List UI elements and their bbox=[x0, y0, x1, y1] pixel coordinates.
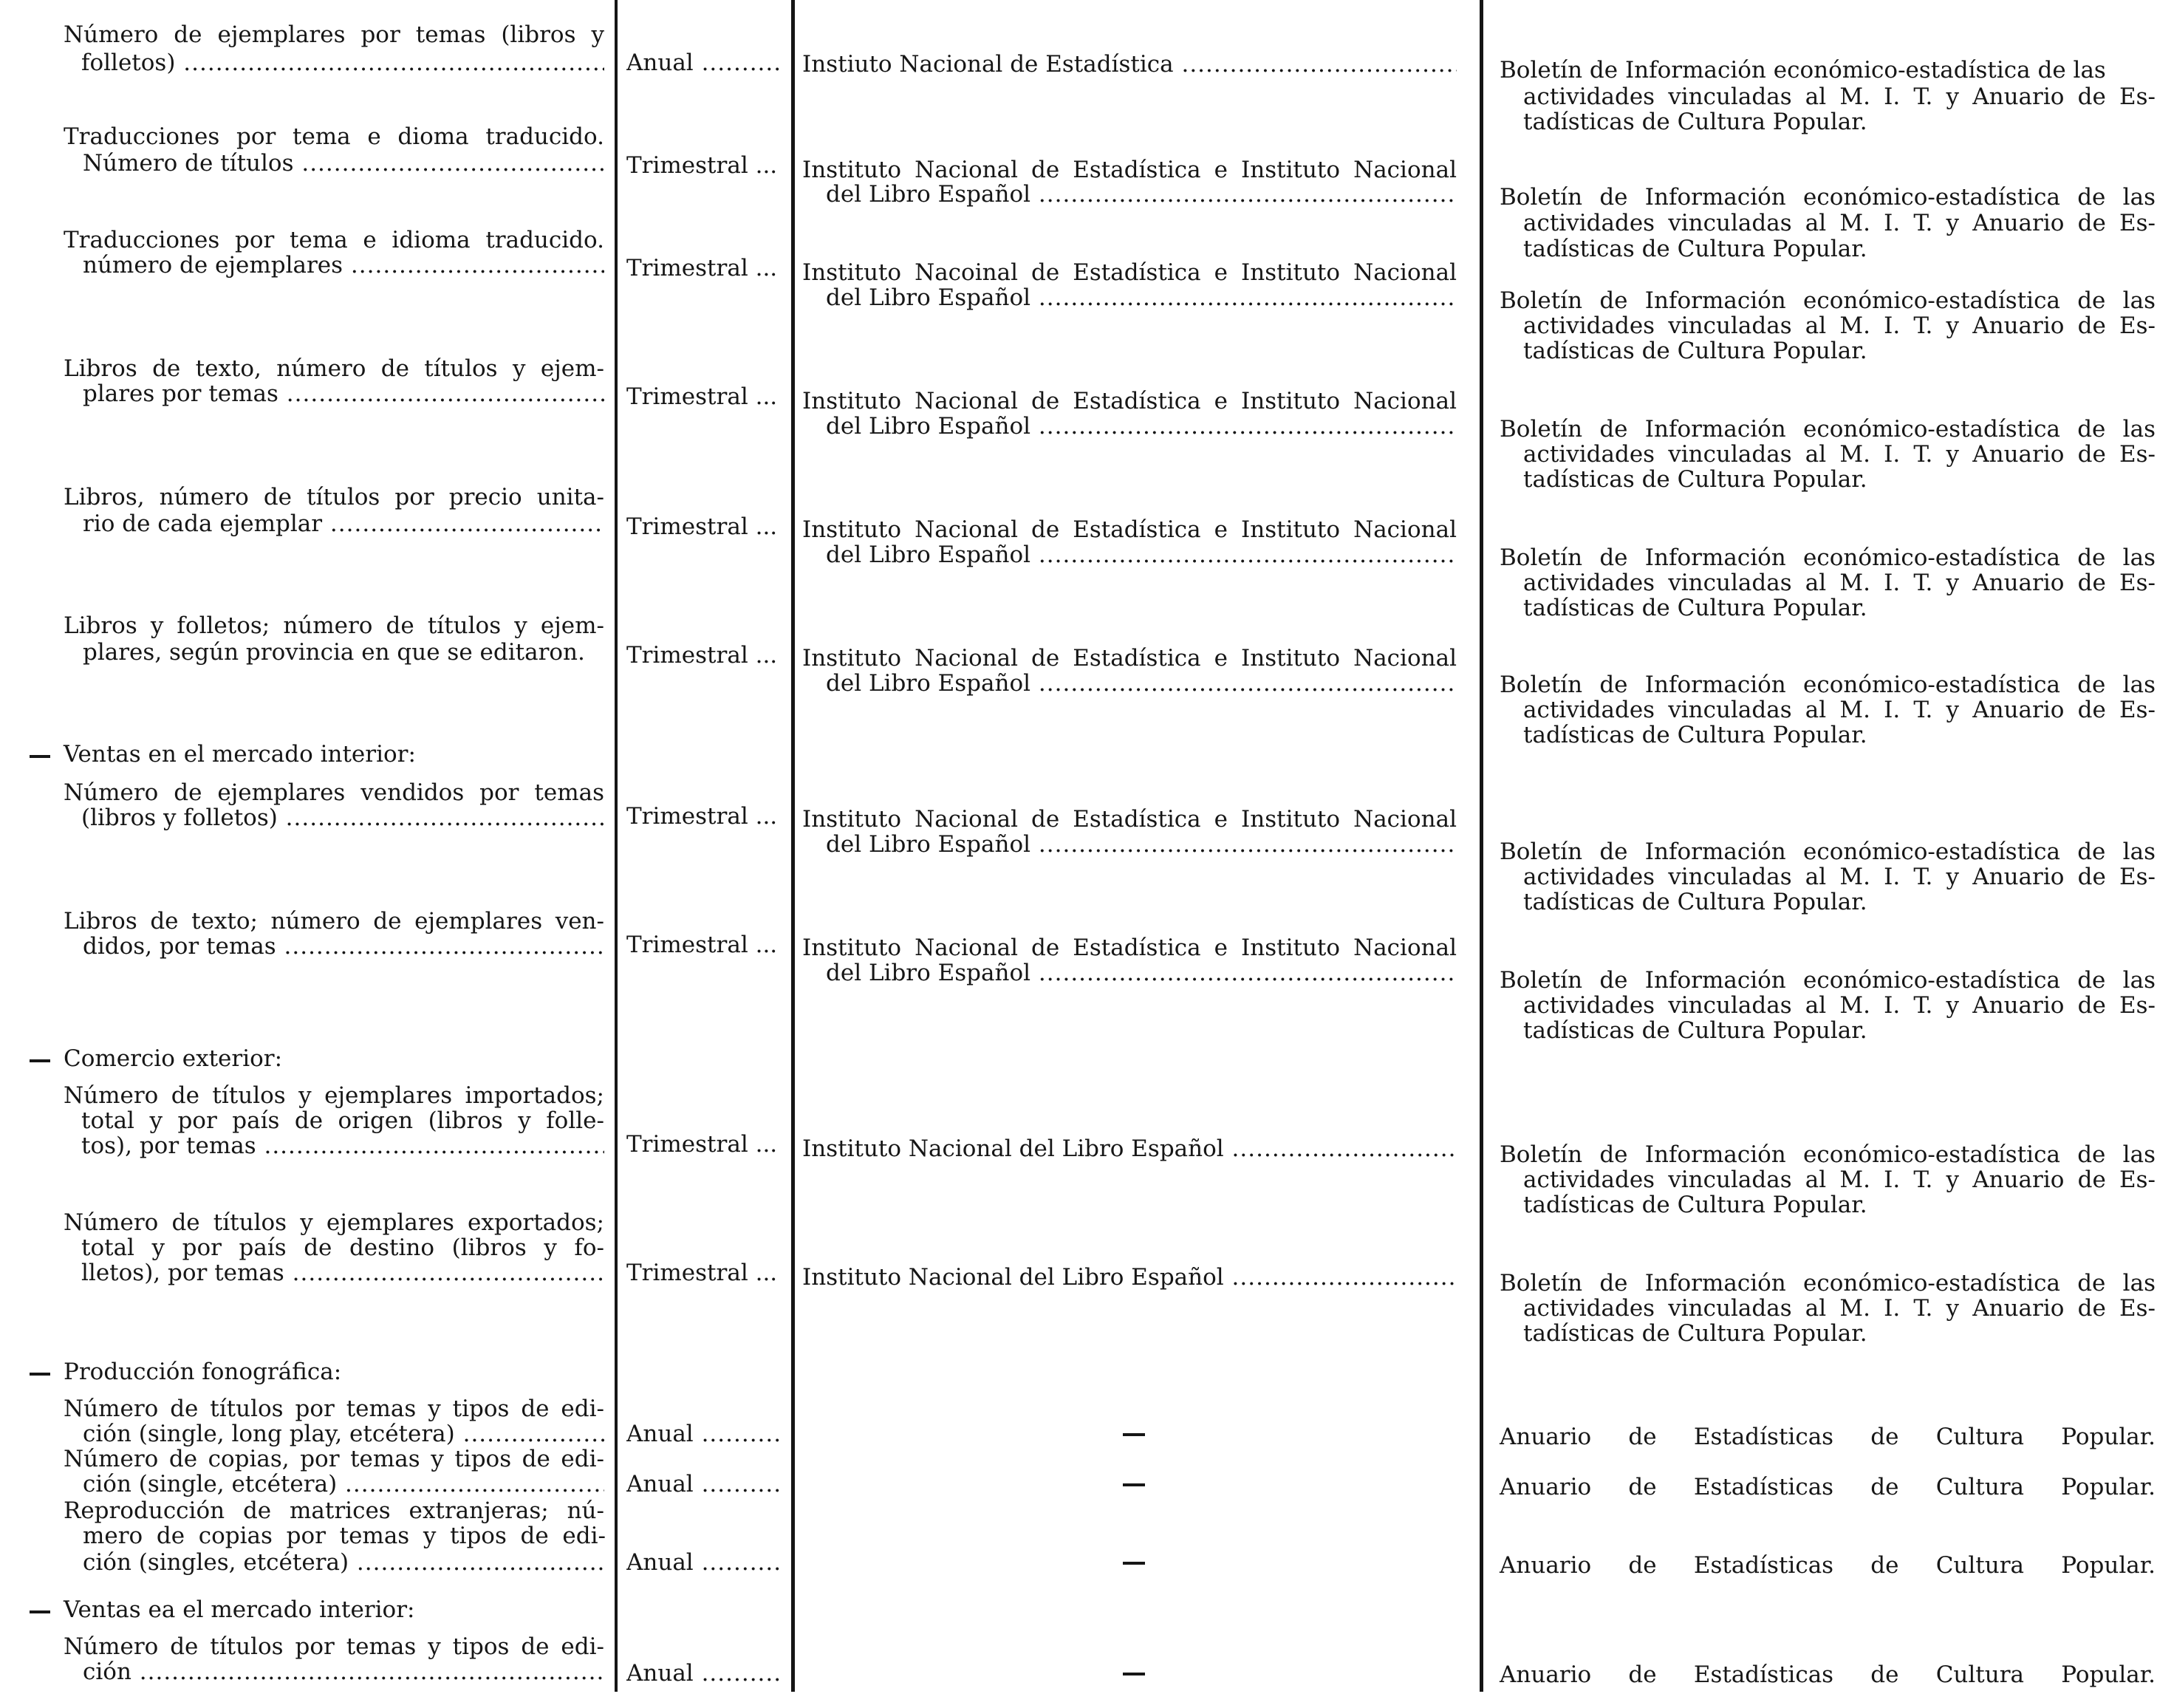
row-publication: Boletín de Información económico-estadística de las bbox=[1500, 58, 2106, 83]
row-publication: actividades vinculadas al M. I. T. y Anuario de Es- bbox=[1523, 570, 2156, 596]
row-period: Anual ..... bbox=[626, 1661, 782, 1686]
row-publication: tadísticas de Cultura Popular. bbox=[1523, 109, 1867, 135]
row-description: total y por país de origen (libros y folle- bbox=[81, 1107, 604, 1134]
row-description: Número de títulos y ejemplares exportados; bbox=[64, 1209, 604, 1236]
section-dash bbox=[30, 755, 50, 758]
row-description: plares, según provincia en que se editaron. bbox=[83, 639, 585, 666]
row-organism: Instituto Nacional de Estadística e Instituto Nacional bbox=[802, 388, 1457, 414]
row-description: rio de cada ejemplar ..... bbox=[83, 511, 604, 536]
row-organism: del Libro Español ..... bbox=[826, 182, 1457, 207]
row-period: Trimestral ... bbox=[626, 1260, 778, 1286]
row-description: Traducciones por tema e idioma traducido. bbox=[64, 227, 604, 253]
section-dash bbox=[30, 1059, 50, 1062]
row-organism: Instituto Nacoinal de Estadística e Instituto Nacional bbox=[802, 259, 1457, 286]
section-heading: Ventas en el mercado interior: bbox=[64, 741, 416, 768]
row-publication: Boletín de Información económico-estadística de las bbox=[1500, 1141, 2156, 1168]
row-description: ción ..... bbox=[83, 1659, 604, 1684]
section-dash bbox=[30, 1610, 50, 1613]
row-publication: actividades vinculadas al M. I. T. y Anuario de Es- bbox=[1523, 1166, 2156, 1193]
row-organism: del Libro Español ..... bbox=[826, 285, 1457, 310]
section-heading: Producción fonográfica: bbox=[64, 1359, 342, 1385]
row-publication: Anuario de Estadísticas de Cultura Popular. bbox=[1500, 1424, 2156, 1450]
row-period: Trimestral ... bbox=[626, 642, 778, 669]
no-organism-dash bbox=[1123, 1433, 1145, 1436]
row-publication: tadísticas de Cultura Popular. bbox=[1523, 889, 1867, 915]
row-description: Libros de texto, número de títulos y ejem- bbox=[64, 355, 604, 382]
row-description: Número de títulos y ejemplares importados; bbox=[64, 1082, 604, 1109]
row-description: ción (single, etcétera) ..... bbox=[83, 1472, 604, 1497]
row-organism: del Libro Español ..... bbox=[826, 414, 1457, 439]
row-organism: Instituto Nacional de Estadística e Instituto Nacional bbox=[802, 157, 1457, 183]
row-publication: tadísticas de Cultura Popular. bbox=[1523, 1017, 1867, 1044]
section-heading: Comercio exterior: bbox=[64, 1045, 283, 1072]
section-dash bbox=[30, 1373, 50, 1376]
row-publication: tadísticas de Cultura Popular. bbox=[1523, 236, 1867, 262]
row-period: Trimestral ... bbox=[626, 152, 778, 179]
row-organism: Instituto Nacional del Libro Español ..... bbox=[802, 1136, 1457, 1161]
row-description: Número de copias, por temas y tipos de edi- bbox=[64, 1446, 604, 1472]
row-publication: Boletín de Información económico-estadística de las bbox=[1500, 838, 2156, 865]
row-publication: Boletín de Información económico-estadística de las bbox=[1500, 967, 2156, 994]
row-organism: del Libro Español ..... bbox=[826, 832, 1457, 857]
row-publication: Boletín de Información económico-estadística de las bbox=[1500, 287, 2156, 314]
row-period: Trimestral ... bbox=[626, 932, 778, 958]
row-publication: actividades vinculadas al M. I. T. y Anuario de Es- bbox=[1523, 312, 2156, 339]
row-period: Trimestral ... bbox=[626, 383, 778, 410]
column-rule-3 bbox=[1480, 0, 1483, 1692]
row-organism: del Libro Español ..... bbox=[826, 671, 1457, 696]
row-description: número de ejemplares ..... bbox=[83, 253, 604, 278]
row-publication: tadísticas de Cultura Popular. bbox=[1523, 338, 1867, 364]
row-publication: Anuario de Estadísticas de Cultura Popular. bbox=[1500, 1552, 2156, 1579]
row-description: Número de ejemplares vendidos por temas bbox=[64, 779, 604, 806]
row-description: Número de títulos por temas y tipos de edi- bbox=[64, 1633, 604, 1660]
row-organism: del Libro Español ..... bbox=[826, 960, 1457, 985]
row-period: Trimestral ... bbox=[626, 803, 778, 830]
row-period: Anual ..... bbox=[626, 1472, 782, 1497]
row-organism: del Libro Español ..... bbox=[826, 542, 1457, 567]
row-publication: tadísticas de Cultura Popular. bbox=[1523, 722, 1867, 748]
row-organism: Instituto Nacional de Estadística e Instituto Nacional bbox=[802, 935, 1457, 961]
row-publication: actividades vinculadas al M. I. T. y Anuario de Es- bbox=[1523, 864, 2156, 890]
row-publication: Anuario de Estadísticas de Cultura Popular. bbox=[1500, 1474, 2156, 1500]
row-publication: actividades vinculadas al M. I. T. y Anuario de Es- bbox=[1523, 83, 2156, 110]
row-publication: Boletín de Información económico-estadística de las bbox=[1500, 184, 2156, 211]
row-description: tos), por temas ..... bbox=[81, 1133, 604, 1158]
row-publication: actividades vinculadas al M. I. T. y Anuario de Es- bbox=[1523, 210, 2156, 236]
row-description: (libros y folletos) ..... bbox=[81, 805, 604, 830]
row-period: Trimestral ... bbox=[626, 513, 778, 540]
row-description: plares por temas ..... bbox=[83, 381, 604, 406]
row-publication: Boletín de Información económico-estadística de las bbox=[1500, 672, 2156, 698]
row-organism: Instituto Nacional de Estadística e Instituto Nacional bbox=[802, 645, 1457, 672]
row-description: didos, por temas ..... bbox=[83, 934, 604, 959]
row-publication: actividades vinculadas al M. I. T. y Anuario de Es- bbox=[1523, 697, 2156, 723]
row-description: ción (singles, etcétera) ..... bbox=[83, 1550, 604, 1575]
row-publication: tadísticas de Cultura Popular. bbox=[1523, 1320, 1867, 1347]
no-organism-dash bbox=[1123, 1673, 1145, 1675]
column-rule-1 bbox=[615, 0, 618, 1692]
row-period: Trimestral ... bbox=[626, 255, 778, 281]
row-organism: Instiuto Nacional de Estadística ..... bbox=[802, 52, 1457, 77]
row-publication: actividades vinculadas al M. I. T. y Anuario de Es- bbox=[1523, 1295, 2156, 1322]
row-publication: tadísticas de Cultura Popular. bbox=[1523, 1192, 1867, 1218]
row-publication: tadísticas de Cultura Popular. bbox=[1523, 466, 1867, 493]
row-description: Traducciones por tema e dioma traducido. bbox=[64, 123, 604, 150]
row-publication: Boletín de Información económico-estadística de las bbox=[1500, 416, 2156, 443]
row-description: lletos), por temas ..... bbox=[81, 1260, 604, 1285]
row-description: Número de ejemplares por temas (libros y bbox=[64, 21, 604, 48]
row-publication: Boletín de Información económico-estadística de las bbox=[1500, 1270, 2156, 1297]
row-description: Reproducción de matrices extranjeras; nú- bbox=[64, 1497, 604, 1524]
row-publication: tadísticas de Cultura Popular. bbox=[1523, 595, 1867, 621]
section-heading: Ventas ea el mercado interior: bbox=[64, 1596, 415, 1623]
no-organism-dash bbox=[1123, 1562, 1145, 1565]
row-organism: Instituto Nacional de Estadística e Instituto Nacional bbox=[802, 806, 1457, 833]
row-description: Número de títulos por temas y tipos de edi- bbox=[64, 1396, 604, 1422]
row-period: Anual ..... bbox=[626, 50, 782, 75]
row-description: Número de títulos ..... bbox=[83, 151, 604, 176]
row-description: total y por país de destino (libros y fo- bbox=[81, 1234, 604, 1261]
row-description: Libros y folletos; número de títulos y ejem- bbox=[64, 612, 604, 639]
column-rule-2 bbox=[791, 0, 795, 1692]
row-publication: Anuario de Estadísticas de Cultura Popular. bbox=[1500, 1661, 2156, 1688]
row-period: Anual ..... bbox=[626, 1421, 782, 1446]
row-period: Trimestral ... bbox=[626, 1131, 778, 1158]
row-period: Anual ..... bbox=[626, 1550, 782, 1575]
row-organism: Instituto Nacional de Estadística e Instituto Nacional bbox=[802, 516, 1457, 543]
no-organism-dash bbox=[1123, 1483, 1145, 1486]
row-description: Libros, número de títulos por precio unita- bbox=[64, 484, 604, 510]
row-description: ción (single, long play, etcétera) ..... bbox=[83, 1421, 604, 1446]
row-publication: Boletín de Información económico-estadística de las bbox=[1500, 544, 2156, 571]
row-publication: actividades vinculadas al M. I. T. y Anuario de Es- bbox=[1523, 992, 2156, 1019]
row-publication: actividades vinculadas al M. I. T. y Anuario de Es- bbox=[1523, 441, 2156, 468]
row-description: mero de copias por temas y tipos de edi- bbox=[83, 1523, 606, 1549]
row-organism: Instituto Nacional del Libro Español ..... bbox=[802, 1265, 1457, 1290]
row-description: folletos) ..... bbox=[81, 50, 604, 75]
row-description: Libros de texto; número de ejemplares ven- bbox=[64, 908, 604, 935]
